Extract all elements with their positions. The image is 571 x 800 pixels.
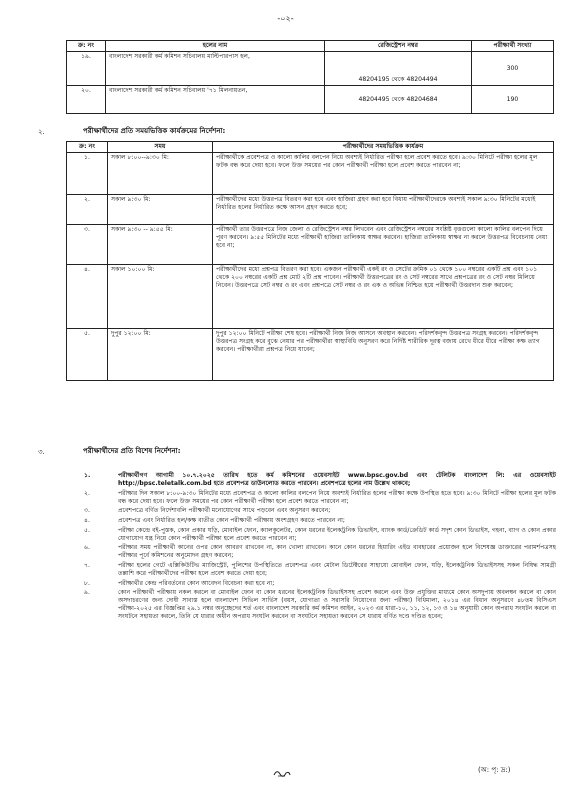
item-number: ৯. — [84, 589, 90, 597]
item-text: প্রবেশপত্রে বর্ণিত নির্দেশাবলি পরীক্ষার্থী মনোযোগের সাথে পড়বেন এবং অনুসরণ করবেন; — [118, 507, 331, 515]
cell-count: 190 — [472, 86, 554, 114]
cell-time: সকাল ৯:৩০ মি: — [108, 195, 213, 225]
table-row — [67, 52, 554, 86]
cell-time: সকাল ৮:০০--৯:৩০ মি: — [108, 153, 213, 195]
table-header-row — [67, 142, 554, 153]
cell-activity: পরীক্ষার্থীদের মধ্যে প্রশ্নপত্র বিতরণ করা হবে। একজন পরীক্ষার্থী একই রং ও সেটের ক্রমিক ০১ থেকে ১০০ নম্বরের একটি প্রশ্ন এবং ১০১ থেকে ২০০ নম্বরের একটি প্রশ্ন মোট ২টি প্রশ্ন পাবেন। পরীক্ষার্থী উত্তরপত্রের রং ও সেট নম্বরের সাথে প্রশ্নপত্রের রং ও সেট নম্বর মিলিয়ে নিবেন। উত্তরপত্রে সেট নম্বর ও রং এবং প্রশ্নপত্রে সেট নম্বর ও রং এক ও অভিন্ন নিশ্চিত হয়ে পরীক্ষার্থী উত্তরদান শুরু করবেন; — [213, 265, 554, 329]
page-number: -০২- — [277, 14, 294, 23]
table-row — [67, 86, 554, 114]
cell-activity: দুপুর ১২:০০ মিনিটে পরীক্ষা শেষ হবে। পরীক্ষার্থী নিজ নিজ আসনে অবস্থান করবেন। পরিদর্শকবৃন্দ উত্তরপত্র সংগ্রহ করবেন। পরিদর্শকবৃন্দ উত্তরপত্র সংগ্রহ করে বুঝে নেয়ার পর পরীক্ষার্থীরা স্বাস্থ্যবিধি অনুসরণ করে নির্দিষ্ট শারীরিক দূরত্ব বজায় রেখে ধীরে ধীরে পরীক্ষা কক্ষ ত্যাগ করবেন। পরীক্ষার্থীরা প্রশ্নপত্র নিয়ে যাবেন; — [213, 329, 554, 381]
item-text: পরীক্ষার্থীর কেন্দ্র পরিবর্তনের কোন আবেদন বিবেচনা করা হবে না; — [118, 579, 275, 587]
cell-serial: ৪. — [67, 265, 108, 329]
section-3-title: পরীক্ষার্থীদের প্রতি বিশেষ নির্দেশনা: — [83, 447, 181, 455]
list-item — [78, 490, 556, 506]
section-2-number: ২. — [38, 128, 45, 136]
item-text: পরীক্ষার সময় পরীক্ষার্থী কানের ওপর কোন আবরণ রাখবেন না, কান খোলা রাখবেন। কানে কোন ধরনের হিয়ারিং এইড ব্যবহারের প্রয়োজন হলে বিশেষজ্ঞ ডাক্তারের পরামর্শপত্রসহ পরীক্ষার পূর্বে কমিশনের অনুমোদন গ্রহণ করবেন; — [118, 544, 556, 560]
cell-hall: বাংলাদেশ সরকারী কর্ম কমিশন সচিবালয় মাল্টিপারপাস হল, — [106, 52, 325, 86]
cell-reg: 48204495 থেকে 48204684 — [325, 86, 472, 114]
cell-time: দুপুর ১২:০০ মি: — [108, 329, 213, 381]
item-number: ১. — [84, 472, 91, 479]
cell-time: সকাল ১০:০০ মি: — [108, 265, 213, 329]
cell-reg: 48204195 থেকে 48204494 — [325, 52, 472, 86]
cell-time: সকাল ৯:৩০ -- ৯:৫৫ মি: — [108, 225, 213, 265]
item-text: প্রবেশপত্র এবং নির্ধারিত হল/কক্ষ ব্যতীত কোন পরীক্ষার্থী পরীক্ষায় অংশগ্রহণ করতে পারবেন না; — [118, 516, 345, 524]
cell-count: 300 — [472, 52, 554, 86]
continued-note: (অ: পৃ: দ্র:) — [478, 766, 511, 774]
cell-serial: ৫. — [67, 329, 108, 381]
list-item — [78, 562, 556, 578]
cell-activity: পরীক্ষার্থীকে প্রবেশপত্র ও কালো কালির বলপেন নিয়ে অবশ্যই নির্ধারিত পরীক্ষা হলে প্রবেশ করতে হবে। ৯:৩০ মিনিটে পরীক্ষা হলের মূল ফটক বন্ধ করে দেয়া হবে। ফলে উক্ত সময়ের পর কোন পরীক্ষার্থী পরীক্ষা হলে প্রবেশ করতে পারবেন না; — [213, 153, 554, 195]
table-row — [67, 265, 554, 329]
cell-activity: পরীক্ষার্থীদের মধ্যে উত্তরপত্র বিতরণ করা হবে এবং হাজিরা গ্রহণ করা হবে বিধায় পরীক্ষার্থীদেরকে অবশ্যই সকাল ৯:৩০ মিনিটের মধ্যেই নির্ধারিত হলের নির্ধারিত কক্ষে আসন গ্রহণ করতে হবে; — [213, 195, 554, 225]
section-3-number: ৩. — [38, 448, 45, 456]
col-header-serial: ক্র: নং — [67, 41, 106, 52]
item-number: ৩. — [84, 507, 90, 515]
list-item — [78, 589, 556, 621]
item-text: পরীক্ষা হলের গেটে এক্সিকিউটিভ ম্যাজিস্ট্রেট, পুলিশের উপস্থিতিতে প্রবেশপত্র এবং মেটাল ডিটেক্টরের সাহায্যে মোবাইল ফোন, ঘড়ি, ইলেকট্রনিক ডিভাইসসহ সকল নিষিদ্ধ সামগ্রী তল্লাশি করে পরীক্ষার্থীদের পরীক্ষা হলে প্রবেশ করতে দেয়া হবে; — [118, 561, 556, 577]
hall-table — [66, 40, 554, 114]
list-item — [78, 517, 556, 525]
item-text: পরীক্ষা কেন্দ্রে বই-পুস্তক, কোন প্রকার ঘড়ি, মোবাইল ফোন, ক্যালকুলেটর, কোন ধরনের ইলেকট্রনিক ডিভাইস, ব্যাংক কার্ড/ক্রেডিট কার্ড সদৃশ কোন ডিভাইস, গহনা, ব্যাগ ও কোন প্রকার যোগাযোগ যন্ত্র নিয়ে কোন পরীক্ষার্থী পরীক্ষা হলে প্রবেশ করতে পারবেন না; — [118, 526, 556, 542]
table-header-row — [67, 41, 554, 52]
item-number: ৪. — [84, 516, 90, 524]
item-text: কোন পরীক্ষার্থী পরীক্ষায় নকল করলে বা মোবাইল ফোন বা কোন ধরনের ইলেকট্রনিক ডিভাইসসহ প্রবেশ করলে এবং উক্ত প্রযুক্তির মাধ্যমে কোন অসদুপায় অবলম্বন করলে বা কোন অসদাচরণের জন্য দোষী সাব্যস্ত হলে বাংলাদেশ সিভিল সার্ভিস (বয়স, যোগ্যতা ও সরাসরি নিয়োগের জন্য পরীক্ষা) বিধিমালা, ২০১৪ এর বিধান অনুসরণে ৪৮তম বিসিএস পরীক্ষা-২০২৫ এর বিজ্ঞপ্তির ২৯.১ নম্বর অনুচ্ছেদের শর্ত এবং বাংলাদেশ সরকারি কর্ম কমিশন আইন, ২০২৩ এর ধারা-১০, ১১, ১২, ১৩ ও ১৪ অনুযায়ী কোন অপরাধ সংঘটন করলে বা সংঘটনে সহায়তা করলে, তিনি যে ধারার অধীন অপরাধ সংঘটন করবেন বা সংঘটনে সহায়তা করবেন সে ধারায় বর্ণিত দণ্ডে দণ্ডিত হবেন; — [118, 589, 556, 621]
cell-serial: ১৯. — [67, 52, 106, 86]
list-item — [78, 544, 556, 560]
cell-hall: বাংলাদেশ সরকারী কর্ম কমিশন সচিবালয় '৭১ মিলনায়তন, — [106, 86, 325, 114]
item-number: ৮. — [84, 579, 90, 587]
item-number: ২. — [84, 489, 90, 497]
item-number: ৫. — [84, 526, 90, 534]
col-header-activity: পরীক্ষার্থীদের সময়ভিত্তিক কার্যক্রম — [213, 142, 554, 153]
cell-serial: ২০. — [67, 86, 106, 114]
col-header-serial: ক্র: নং — [67, 142, 108, 153]
col-header-time: সময় — [108, 142, 213, 153]
col-header-hall: হলের নাম — [106, 41, 325, 52]
item-number: ৭. — [84, 561, 90, 569]
item-text: পরীক্ষার্থীগণ আগামী ১০.৭.২০২৫ তারিখ হতে কর্ম কমিশনের ওয়েবসাইট www.bpsc.gov.bd এবং টেলিটক বাংলাদেশ লি: এর ওয়েবসাইট http://bpsc.teletalk.com.bd হতে প্রবেশপত্র ডাউনলোড করতে পারবেন। প্রবেশপত্রে হলের নাম উল্লেখ থাকবে; — [118, 472, 556, 488]
cell-activity: পরীক্ষার্থী তার উত্তরপত্রে নিজ জেলা ও রেজিস্ট্রেশন নম্বর লিখবেন এবং রেজিস্ট্রেশন নম্বরের সংশ্লিষ্ট বৃত্তগুলো কালো কালির বলপেন দিয়ে পূরণ করবেন। ৯:৫৫ মিনিটের মধ্যে পরীক্ষার্থী হাজিরা তালিকায় স্বাক্ষর করবেন। হাজিরা তালিকায় স্বাক্ষর না করলে উত্তরপত্র বিবেচনায় নেয়া হবে না; — [213, 225, 554, 265]
table-row — [67, 153, 554, 195]
list-item — [78, 527, 556, 543]
item-text: পরীক্ষার দিন সকাল ৮:০০-৯:৩০ মিনিটের মধ্যে প্রবেশপত্র ও কালো কালির বলপেন নিয়ে অবশ্যই নির্ধারিত হলের পরীক্ষা কক্ষে উপস্থিত হতে হবে। ৯:৩০ মিনিটে পরীক্ষা হলের মূল ফটক বন্ধ করে দেয়া হবে। ফলে উক্ত সময়ের পর কোন পরীক্ষার্থী পরীক্ষা হলে প্রবেশ করতে পারবেন না; — [118, 489, 556, 505]
schedule-table — [66, 141, 554, 381]
table-row — [67, 195, 554, 225]
list-item — [78, 580, 556, 588]
table-row — [67, 329, 554, 381]
section-2-title: পরীক্ষার্থীদের প্রতি সময়ভিত্তিক কার্যক্রমের নির্দেশনা: — [83, 127, 226, 135]
cell-serial: ১. — [67, 153, 108, 195]
table-row — [67, 225, 554, 265]
list-item — [78, 472, 556, 488]
col-header-reg: রেজিস্ট্রেশন নম্বর — [325, 41, 472, 52]
item-number: ৬. — [84, 544, 90, 552]
cell-serial: ৩. — [67, 225, 108, 265]
list-item — [78, 507, 556, 515]
signature-mark-icon — [272, 768, 292, 778]
special-instructions-list — [78, 472, 556, 623]
cell-serial: ২. — [67, 195, 108, 225]
col-header-count: পরীক্ষার্থী সংখ্যা — [472, 41, 554, 52]
